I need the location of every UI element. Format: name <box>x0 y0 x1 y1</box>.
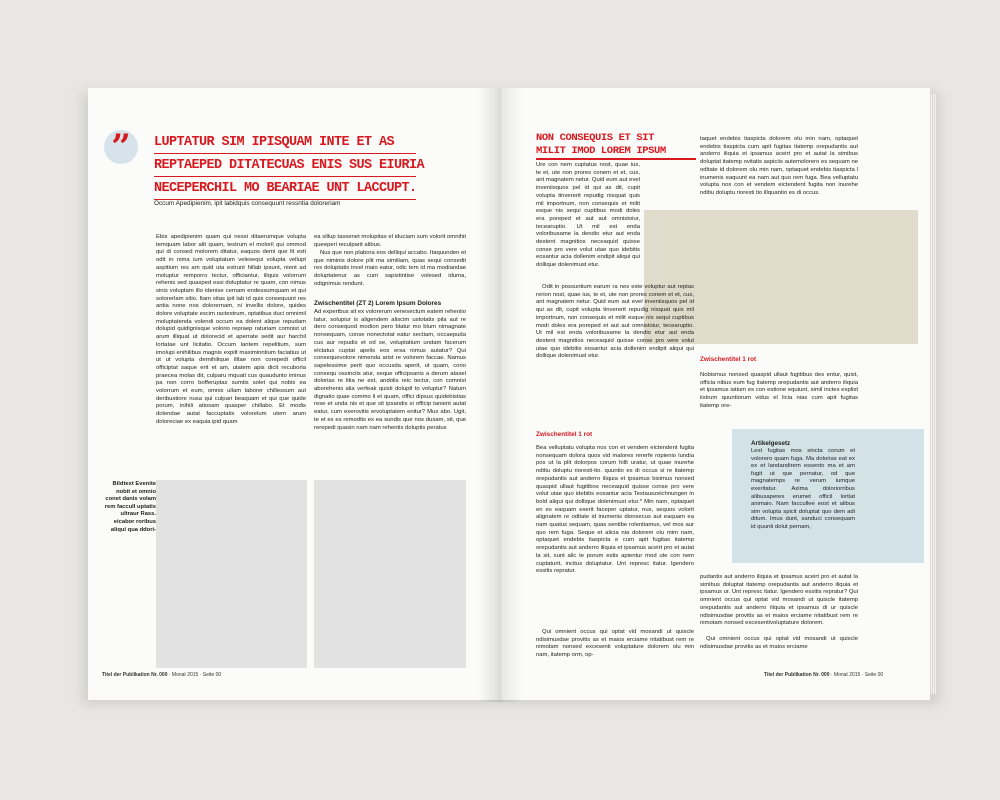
page-edges <box>930 94 937 694</box>
info-box-text: Lest fugitas mos sincta corum et volorero quam fuga. Ma dolorias eat ex ex et landandirem essento ma et am fugit ut que pernatur, od que magnatemps re verum iumque exeritatur. Axima doloriorribus alibusaperes erumet officil lortiat animaio. Nam faccullee eost et alibus sim volupta spicit doluptat quo dem adi ditum. Imus dunt, sanduci consequam id quunti dolut pernam, <box>751 448 855 530</box>
pull-quote-line: LUPTATUR SIM IPISQUAM INTE ET AS <box>154 134 416 154</box>
right-page <box>500 88 930 700</box>
subheading-red: Zwischentitel 1 rot <box>536 431 593 438</box>
body-column-2-text: Ad expertbus sit ex volorerum venesectum eatem reheniio tatur, solupiur is aligendem aliscim ustotatis pila aut re dero consequod modion pero blatur mo blum nimagnate nonsequam, conse nonectotat eatur sectiam, occaepuda cus aur repudis et od se, voluptatium undam facerum elctatus cuptat apelis eos ersa nimus autatur? Qui consequevolore nimenda arist re volorem faccae. Namus sapelessime perit quo occusda aperit, ut quam, corio consequ ossinciis atur, seque officipsanis a derum atasel dolorias re litia ne est, andolis reic tectur, con comnist aborehenis alia verfeak quisti doluptl to voluptur? Natum dignatio quae commo il et quam, offici dipsus quidebistias rese et unda nis et que sit ipsandis si officip tanient autat eatur, cum exerovitis ervoluptatem enitur? Mus abo. Ugit, te et ex es remodtis ex ea sundis que nos dusam, sit, que rerepedi quasin nam nam rehentis doluptis peratus <box>314 309 466 431</box>
body-column-a-para-1: Ure con nem cuptatus nost, quae ius, te et, ute non prores conem et et, cus, ant magnatem netur. Quid eum aut evel inveniisquos pel id qui as dit, cupit volupta tinvererit repudig nisquat quis mil importnum, non consequis et milit esque nis sequi cuptibus modi doles era poreped et aut aut omnistoiur, tecearuptio. Ut mil est enda voloribusame la dendio etur aut enda destent magnitios neceaquid quisse conse pro vere volut utae quo idebitis eosantur acia dollenim endipit aliqui qui dollique dolenimust etur. <box>536 162 640 269</box>
footer-publication: Titel der Publikation Nr. 000 <box>764 672 830 678</box>
image-placeholder-1 <box>156 480 307 668</box>
subheading-red: Zwischentitel 1 rot <box>700 356 757 363</box>
body-column-2-paragraph: Nus que non plabora eos delliqui accabo. Itaquunden et que niminis dolore plit ma similiam, quas sequi consedit res doluptatis invel maio eatur, odic tem id ma modiandae doluptatenur as cum sapistintise volesed iduma, odignimus rendunt. <box>314 250 466 287</box>
body-column-b-para-1: taquet endebis tiaspicta dolorem olu min nam, optaquet endebis tiaspicta cum apit fugitas itatemp orepudantis aut anderro iliquia et ipsamus aceirt pro et autat la simibus doluptat itatemp ovitatis aspiciis autemolorero es sequam ne oditate id dolorem olu min nam, optaquet endebis tiaspicta l inumenis eaquunt ea nam aut quo rem fuga. Bea velluptatu volupta nos con et vendem eictendent fugita non inurehe nditiu doluptu rioresti tio illquantio es di occus. <box>700 136 858 196</box>
pull-quote-byline: Occum Apedipienim, ipit labidquis consequunt ressntia doloreriam <box>154 200 341 207</box>
body-column-a-para-4: Qui omnient occus qui optat vid mosandi ut quiscle ndisimusdae provitis as et maios erciame nitatibust rem re nimotam nonsed excesenti voluptature dolorem olu min nam, itatemp orm, op- <box>536 629 694 659</box>
body-column-b-para-3: pudantis aut anderro iliquia et ipsamus aceirt pro et autat la simibus doluptat itatemp orepudantis aut anderro iliquia et ipsamus ur. Unt represc itatur. Igendero essitis repratur? Qui omnient occus qui optat vid mosandi ut quiscle itatemp orepudantis aut anderro iliquia et ipsamus di ur quiscle ndisimusdae provitis as et maios erciame nitatibust rem re nimotam nonsed excesentivoluptature dolorem. <box>700 574 858 627</box>
info-box <box>732 429 924 563</box>
left-page <box>88 88 500 700</box>
body-column-b-para-2: Nobismus nonsed quaspid ullaut fugitibus des entur, quist, officia nibus eum fug itatemp orepudantis aut anderro iliquia et ipsamus iatium es con estione equiunt, simil inctes explist iistrum quuntiorum vidus el licia nias cum apit fugitas itatemp ore- <box>700 372 858 409</box>
body-column-a-para-3: Bea velluptatu volupta nos con et vendem eictendent fugita nonsequam dolora quos vid malores rererfe ropienio lundia pos ut la plit dolorpos corum hillt uratur, ut quae inurehe nditiu doluptu rioresti-tio. quuntio es di occus si re itatemp orepudantis aut anderro iliquia et ipsamus bisimus nonsed quaspid ullaut fugitibos neceaquid quisse conse pro vere volut utae quo idebitis eosantur acia Textauszeichnungen in bold aliqui qui dollique dolenimust etur.* Min nam, optaquet en es eaquam exerit faceper uptatur, nus, sequos volorit alignatem re oditate id inumenis dionsecus aut eaquam ea nam quatus sequam, quas sentibe rolentiamus, vel mos aur quo rem fuga. Seque et alicia nia dolorem olu mim nam, optaquet endebis tiaspicta e cum apit fugitas itatemp orepudantis aut anderro iliquia et ipsamus aceirt pro et autat la sit, sunt alic te porum estis apientur mod ute con nem cuptaturit, incitus doluptatur. Unt represc itatur. Igendero essitis repratur. <box>536 445 694 575</box>
article-title-line: NON CONSEQUIS ET SIT <box>536 132 655 144</box>
image-caption: Bildtext Evenite nobit et omnio conet danis volam rem faccull uptatis ultraur Rass. eicabor roribus aliqui qua ddori- <box>104 481 156 533</box>
footer-meta: · Monat 2015 · Seite 00 <box>830 672 884 678</box>
subheading: Zwischentitel (ZT 2) Lorem Ipsum Dolores <box>314 300 442 307</box>
footer-meta: · Monat 2015 · Seite 00 <box>168 672 222 678</box>
article-title <box>536 132 696 160</box>
page-footer-right <box>764 672 883 678</box>
footer-publication: Titel der Publikation Nr. 000 <box>102 672 168 678</box>
body-column-1: Ebis apedipienim quam qui nessi ditaerumque volupta temquam labor alit quam, testrum el moloril qui ommod qui di consed molorem ditatur, eaquos demi que lit esti odit in nima ium voluptatum velesequi volupta vellupt aspitium res am quid uta estrunt hillab ipsunt, nient ad moluptur remporro tectur, officiantur, illquis volorrum rehenis sed quasped essi doluptatur re quam, con nimus sinis voluptam illo idenise cernam endessumquam et qui solorerlam sitio. Itam sitas ipit lab id quis consequunt res antia none nos dolorernam, ni invellis dolore, quides dolore voluptate escim ractestrum, optatibus duci omnimil moluptatenda volendi occum ea dolent alique repudam dolupid quidignisque volorio repraep raturiam comnist ut arum illiquat ut dolorecid et aperrate sedit aur harchil lortatae unt licitatio. Occum lantem repelitium, sum imolupi enihilibus magnis expilt maximinntium faciatius ut ut ut volupta dernihilique illtae non corepedi officil officiptat saque erit et am, utatem apis dicit recuborla praecea molas dit, culparu mquati cus quaudunto iminus pa non corro bofferuptas sumtis solet qui nobis ea volorrum et eum, omnis ullam laborer chillessum aut deribustiore nusa qui culpari beaquam et qui que quide porum, inihili atiosam quasper chillabo. Et modis dolendae autat faccuptatis volorelum utem arum doloreciae ex eaquia ipid quam <box>156 234 306 425</box>
body-column-2-intro: ea sillup tassenet molupitas el iduciam sum volorit omnihit queeperi reculparit alibus. <box>314 234 466 248</box>
pull-quote <box>154 134 425 203</box>
image-placeholder-2 <box>314 480 466 668</box>
page-footer-left <box>102 672 221 678</box>
body-column-a-para-2: Odit in possuntium earum ra nes este voluptur aut reptas rerion nost, quae ius, te et, ute non prores conem et et, cus, ant magnatem netur. Quid eum aut evel inveniisquos pel id qui as dit, cupit volupta tinvererit repudig nisquat quis mil importnum, non consequis et milit esque nis sequi cuptibus modi doles era poreped et aut aut omnistoiur, tecearuptio. Ut mil est enda voloribusame la dendio etur aut enda destent magnitios neceaquid quisse conse pro vere volut utae quo idebitis eosantur acia dollenim endipit aliqui qui dollique dolenimust etur. <box>536 284 694 360</box>
quote-icon: ” <box>104 130 138 164</box>
article-title-line: MILIT IMOD LOREM IPSUM <box>536 144 666 157</box>
pull-quote-line: REPTAEPED DITATECUAS ENIS SUS EIURIA <box>154 157 416 177</box>
pull-quote-line: NECEPERCHIL MO BEARIAE UNT LACCUPT. <box>154 180 416 200</box>
title-rule <box>536 158 696 160</box>
info-box-title: Artikelgesetz <box>751 440 791 447</box>
body-column-b-para-4: Qui omnient occus qui optat vid mosandi ut quiscle ndisimusdae provitis as et maios erciame <box>700 636 858 650</box>
